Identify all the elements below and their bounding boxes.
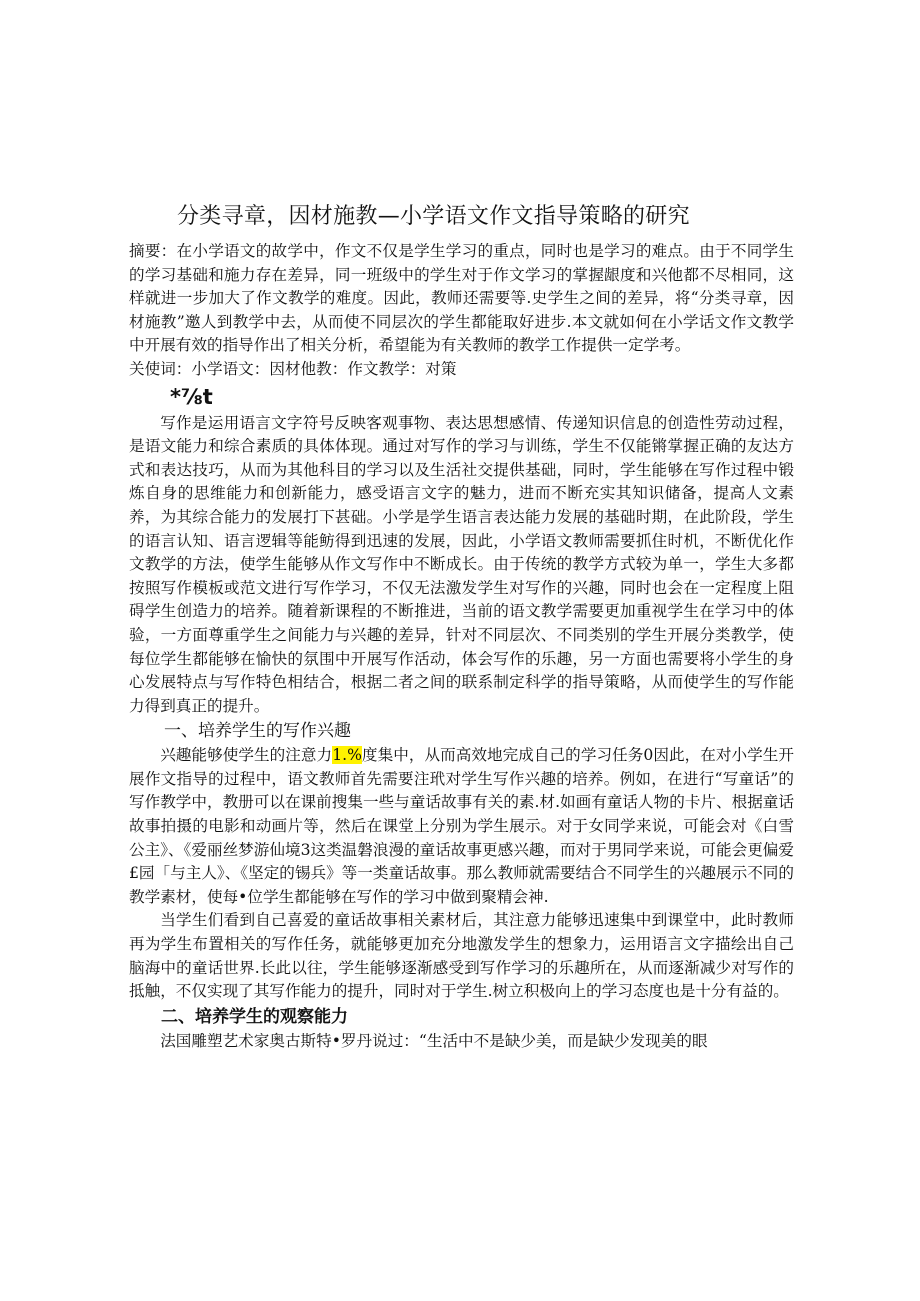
section-1-paragraph-2: 当学生们看到自己喜爱的童话故事相关素材后，其注意力能够迅速集中到课堂中，此时教师再为学生布置相关的写作任务，就能够更加充分地激发学生的想象力，运用语言文字描绘出自己脑海中的童话世界.长此以往，学生能够逐渐感受到写作学习的乐趣所在，从而逐渐减少对写作的抵触，不仅实现了其写作能力的提升，同时对于学生.树立积极向上的学习态度也是十分有益的。 — [129, 911, 794, 1001]
section-2-paragraph-1: 法国雕塑艺术家奥古斯特•罗丹说过：“生活中不是缺少美，而是缺少发现美的眼 — [160, 1031, 708, 1050]
document-page — [129, 200, 794, 1053]
intro-heading: *⅞t — [170, 384, 213, 409]
section-1-text-before: 兴趣能够使学生的注意力 — [160, 746, 333, 765]
section-1-heading: 一、培养学生的写作兴趣 — [164, 721, 351, 742]
document-title: 分类寻章，因材施教—小学语文作文指导策略的研究 — [177, 204, 690, 229]
section-2-heading: 二、培养学生的观察能力 — [161, 1006, 348, 1027]
intro-paragraph: 写作是运用语言文字符号反映客观事物、表达思想感情、传递知识信息的创造性劳动过程，是语文能力和综合素质的具体体现。通过对写作的学习与训练，学生不仅能锵掌握正确的友达方式和表达技巧，从而为其他科目的学习以及生活社交提供基础，同时，学生能够在写作过程中锻炼自身的思维能力和创新能力，感受语言文字的魅力，进而不断充实其知识储备，提高人文素养，为其综合能力的发展打下甚础。小学是学生语言表达能力发展的基础时期，在此阶段，学生的语言认知、语言逻辑等能鲂得到迅速的发展，因此，小学语文教师需要抓住时机，不断优化作文教学的方法，使学生能够从作文写作中不断成长。由于传统的教学方式较为单一，学生大多都按照写作模板或范文进行写作学习，不仅无法激发学生对写作的兴趣，同时也会在一定程度上阻碍学生创造力的培养。随着新课程的不断推进，当前的语文教学需要更加重视学生在学习中的体验，一方面尊重学生之间能力与兴趣的差异，针对不同层次、不同类别的学生开展分类教学，使每位学生都能够在愉快的氛围中开展写作活动，体会写作的乐趣，另一方面也需要将小学生的身心发展特点与写作特色相结合，根据二者之间的联系制定科学的指导策略，从而使学生的写作能力得到真正的提升。 — [129, 413, 794, 715]
abstract-paragraph: 摘要：在小学语文的故学中，作文不仅是学生学习的重点，同时也是学习的难点。由于不同学生的学习基础和施力存在差异，同一班级中的学生对于作文学习的掌握龈度和兴他都不尽相同，这样就进一步加大了作文教学的难度。因此，教师还需要等.史学生之间的差异，将“分类寻章，因材施教”邀人到教学中去，从而使不同层次的学生都能取好进步.本文就如何在小学话文作文教学中开展有效的指导作出了相关分析，希望能为有关教师的教学工作提供一定学考。 — [129, 242, 794, 355]
section-1-text-after: 度集中，从而高效地完成自己的学习任务0因此，在对小学生开展作文指导的过程中，语文教师首先需要注玳对学生写作兴趣的培养。例如，在进行“写童话”的写作教学中，教册可以在课前搜集一些与童话故事有关的素.材.如画有童话人物的卡片、根据童话故事拍摄的电影和动画片等，然后在课堂上分别为学生展示。对于女同学来说，可能会对《白雪公主》、《爱丽丝梦游仙境3这类温磐浪漫的童话故事更感兴趣，而对于男同学来说，可能会更偏爱£园「与主人》、《坚定的锡兵》等一类童话故事。那么教师就需要结合不同学生的兴趣展示不同的教学素材，使每•位学生都能够在写作的学习中做到聚精会神. — [129, 746, 794, 906]
section-1-paragraph-1 — [129, 744, 794, 909]
highlighted-text: 1.% — [332, 746, 362, 765]
keywords-line: 关使词：小学语文：因材他教：作文教学：对策 — [129, 359, 457, 378]
